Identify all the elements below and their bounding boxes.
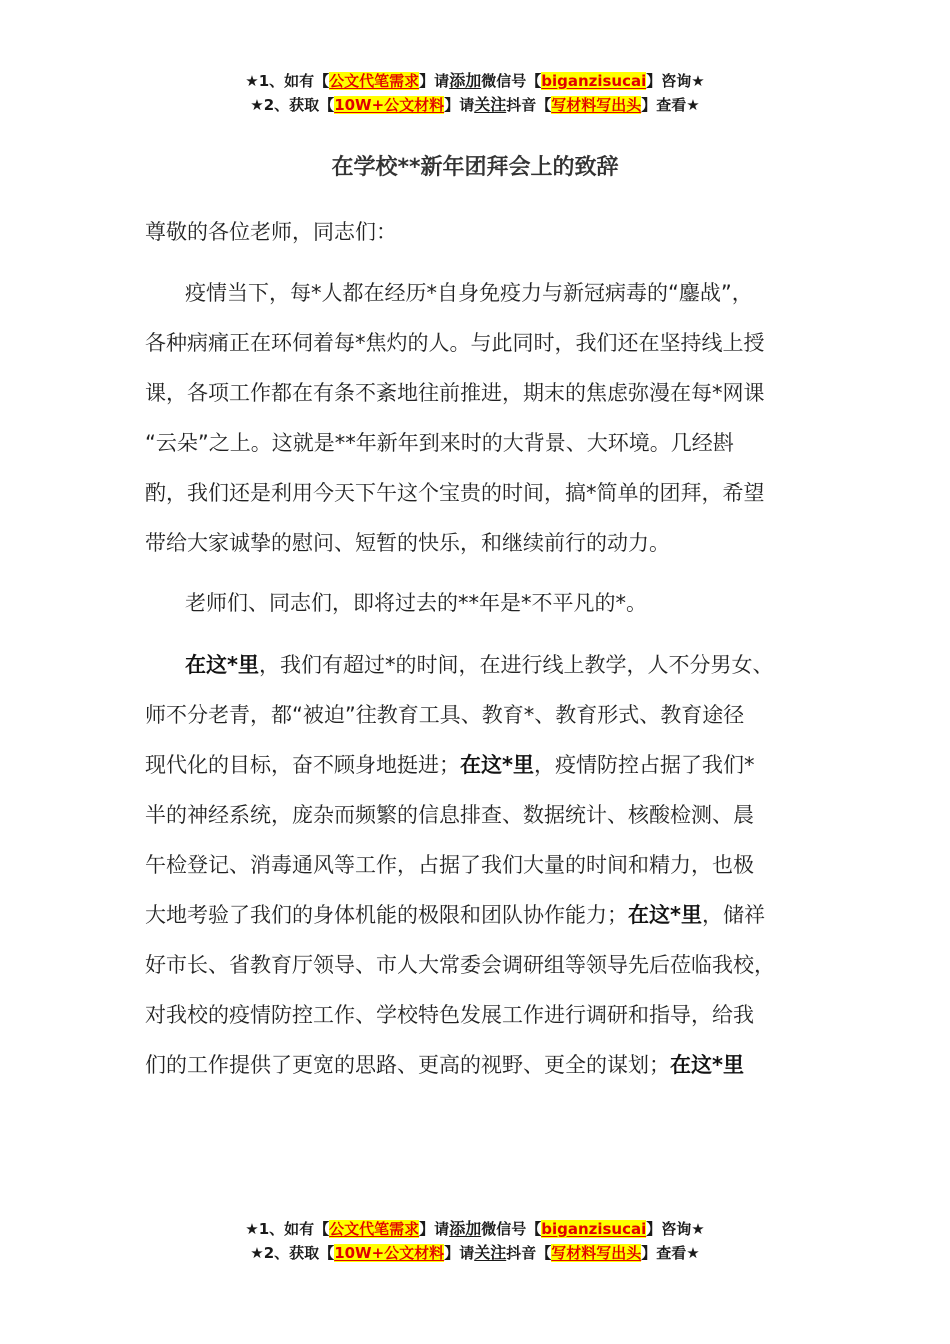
text-line: 们的工作提供了更宽的思路、更高的视野、更全的谋划；在这*里 — [145, 1053, 744, 1077]
paragraph-1 — [145, 268, 827, 568]
banner-highlight: 10W+公文材料 — [334, 1244, 445, 1262]
text-line: 大地考验了我们的身体机能的极限和团队协作能力；在这*里，储祥 — [145, 903, 765, 927]
footer-banner — [0, 1217, 950, 1265]
keyword-bold: 在这*里 — [460, 753, 534, 777]
text-line: 在这*里，我们有超过*的时间，在进行线上教学，人不分男女、 — [185, 653, 774, 677]
keyword-bold: 在这*里 — [670, 1053, 744, 1077]
text-line: 酌，我们还是利用今天下午这个宝贵的时间，搞*简单的团拜，希望 — [145, 481, 765, 505]
text-line: 现代化的目标，奋不顾身地挺进；在这*里，疫情防控占据了我们* — [145, 753, 755, 777]
text-line: 午检登记、消毒通风等工作，占据了我们大量的时间和精力，也极 — [145, 853, 754, 877]
text-line: 好市长、省教育厅领导、市人大常委会调研组等领导先后莅临我校， — [145, 953, 775, 977]
banner-line-1: ★1、如有【公文代笔需求】请添加微信号【biganzisucai】咨询★ — [245, 71, 705, 90]
header-banner — [0, 69, 950, 117]
keyword-bold: 在这*里 — [185, 653, 259, 677]
banner-line-2: ★2、获取【10W+公文材料】请关注抖音【写材料写出头】查看★ — [250, 95, 700, 114]
banner-line-2: ★2、获取【10W+公文材料】请关注抖音【写材料写出头】查看★ — [250, 1243, 700, 1262]
text-line: 老师们、同志们，即将过去的**年是*不平凡的*。 — [185, 591, 647, 615]
banner-highlight: 10W+公文材料 — [334, 96, 445, 114]
banner-wechat-id: biganzisucai — [541, 1220, 647, 1238]
paragraph-2 — [145, 578, 827, 628]
text-line: 各种病痛正在环伺着每*焦灼的人。与此同时，我们还在坚持线上授 — [145, 331, 765, 355]
salutation: 尊敬的各位老师，同志们： — [145, 220, 397, 244]
paragraph-3 — [145, 640, 827, 1090]
banner-highlight: 公文代笔需求 — [329, 72, 420, 90]
text-line: 对我校的疫情防控工作、学校特色发展工作进行调研和指导，给我 — [145, 1003, 754, 1027]
banner-douyin-id: 写材料写出头 — [551, 1244, 642, 1262]
text-line: 带给大家诚挚的慰问、短暂的快乐，和继续前行的动力。 — [145, 531, 670, 555]
document-title: 在学校**新年团拜会上的致辞 — [331, 155, 619, 180]
banner-douyin-id: 写材料写出头 — [551, 96, 642, 114]
text-line: 师不分老青，都“被迫”往教育工具、教育*、教育形式、教育途径 — [145, 703, 745, 727]
text-line: 半的神经系统，庞杂而频繁的信息排查、数据统计、核酸检测、晨 — [145, 803, 754, 827]
text-line: 课，各项工作都在有条不紊地往前推进，期末的焦虑弥漫在每*网课 — [145, 381, 765, 405]
banner-wechat-id: biganzisucai — [541, 72, 647, 90]
text-line: 疫情当下，每*人都在经历*自身免疫力与新冠病毒的“鏖战”， — [185, 281, 753, 305]
banner-line-1: ★1、如有【公文代笔需求】请添加微信号【biganzisucai】咨询★ — [245, 1219, 705, 1238]
banner-highlight: 公文代笔需求 — [329, 1220, 420, 1238]
keyword-bold: 在这*里 — [628, 903, 702, 927]
text-line: “云朵”之上。这就是**年新年到来时的大背景、大环境。几经斟 — [145, 431, 734, 455]
